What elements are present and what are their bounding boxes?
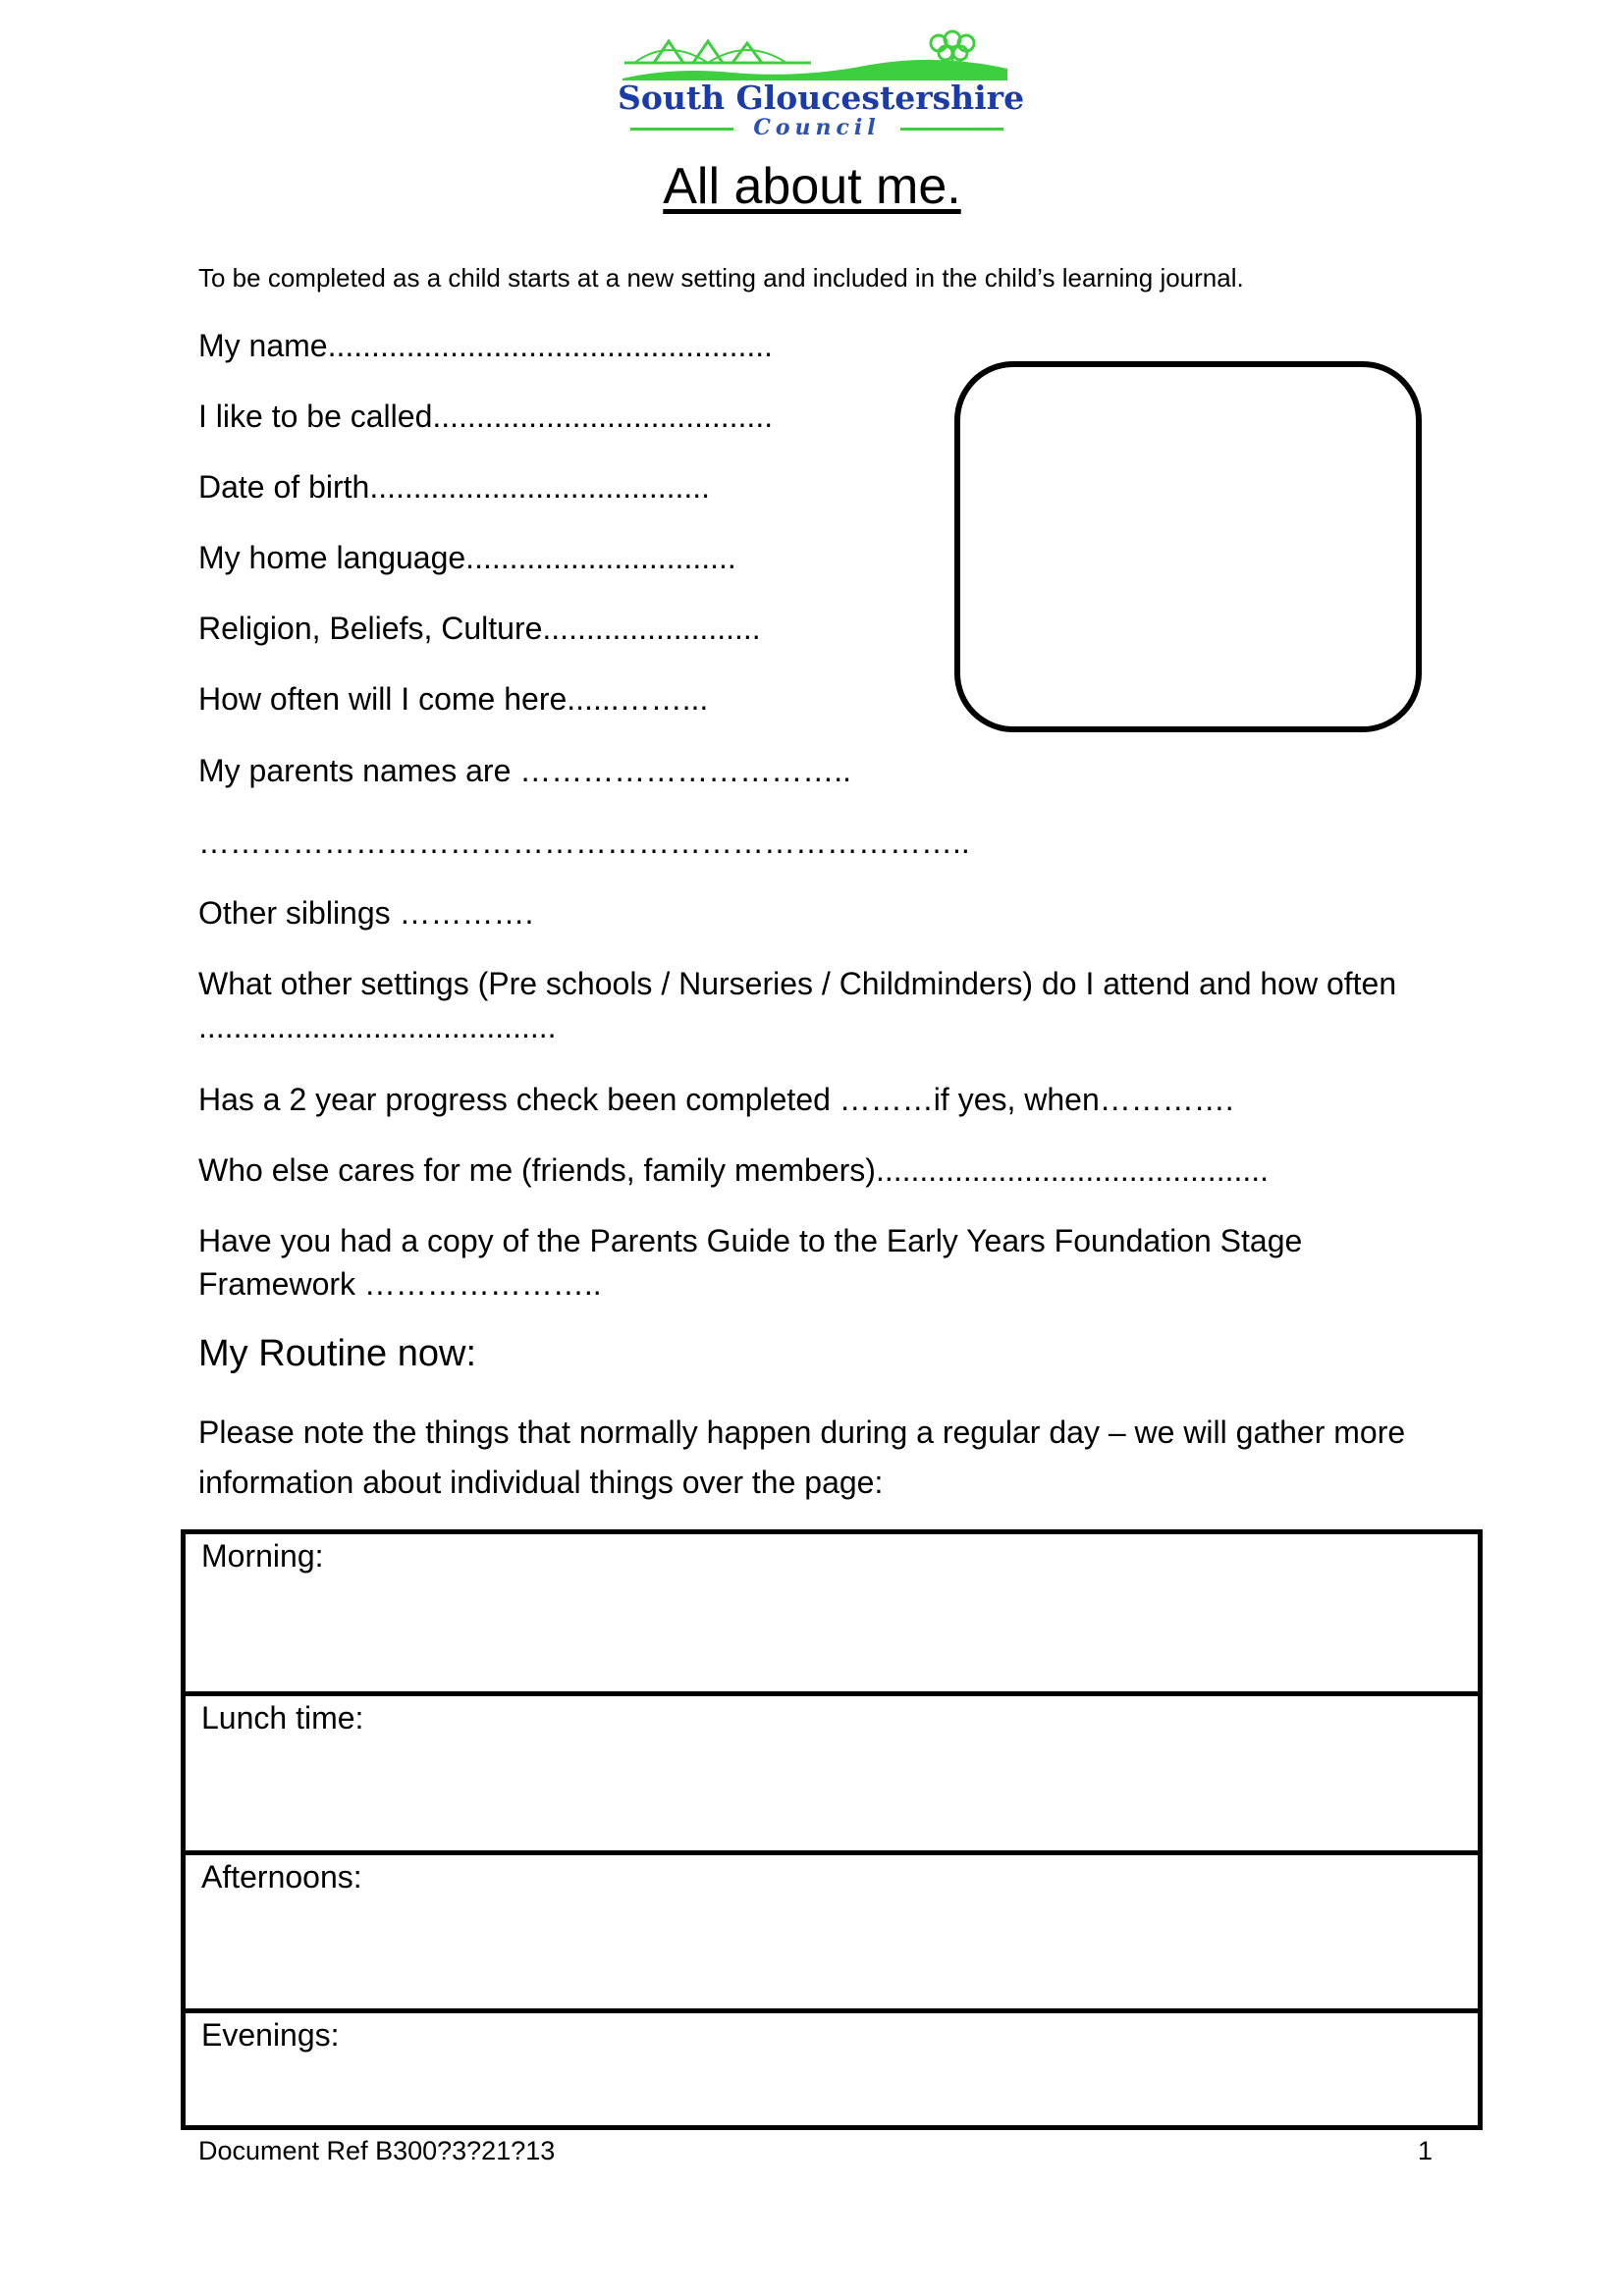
footer-page-number: 1 [1418, 2136, 1434, 2165]
field-other-settings[interactable]: What other settings (Pre schools / Nurseries / Childminders) do I attend and how often ......................................... [198, 966, 1397, 1044]
field-progress-check[interactable]: Has a 2 year progress check been completed ………if yes, when…………. [198, 1082, 1234, 1117]
bridge-hills-tree-icon [615, 29, 1017, 80]
field-parents-guide[interactable]: Have you had a copy of the Parents Guide to the Early Years Foundation Stage Framework ………………….. [198, 1223, 1303, 1302]
routine-heading: My Routine now: [198, 1333, 477, 1374]
routine-note: Please note the things that normally happen during a regular day – we will gather more information about individual things over the page: [198, 1415, 1406, 1500]
routine-row-morning[interactable] [186, 1534, 1478, 1691]
field-parents-names[interactable]: My parents names are ………………………….. [198, 753, 852, 788]
routine-label-lunch: Lunch time: [201, 1700, 364, 1735]
field-other-siblings[interactable]: Other siblings …………. [198, 895, 534, 931]
logo-divider-right [900, 128, 1003, 131]
page-title: All about me. [663, 158, 961, 215]
intro-text: To be completed as a child starts at a new setting and included in the child’s learning journal. [198, 263, 1244, 293]
field-preferred-name[interactable]: I like to be called....................................... [198, 399, 774, 434]
routine-row-afternoons[interactable] [186, 1850, 1478, 2008]
field-religion-beliefs-culture[interactable]: Religion, Beliefs, Culture......................... [198, 611, 761, 646]
routine-table [181, 1529, 1483, 2130]
logo-subtitle: Council [753, 115, 881, 140]
routine-label-evenings: Evenings: [201, 2017, 340, 2053]
logo-subtitle-row [630, 115, 1003, 142]
footer-document-ref: Document Ref B300?3?21?13 [198, 2136, 556, 2165]
field-other-carers[interactable]: Who else cares for me (friends, family members)............................................. [198, 1152, 1270, 1188]
logo-name: South Gloucestershire [618, 79, 1025, 117]
field-attendance-frequency[interactable]: How often will I come here......……... [198, 681, 709, 717]
routine-label-morning: Morning: [201, 1538, 324, 1574]
field-my-name[interactable]: My name................................................... [198, 328, 774, 363]
field-home-language[interactable]: My home language............................... [198, 540, 736, 575]
logo-divider-left [630, 128, 733, 131]
routine-row-evenings[interactable] [186, 2008, 1478, 2130]
routine-label-afternoons: Afternoons: [201, 1859, 362, 1895]
field-parents-names-continued[interactable]: ……………………………………………………………….. [198, 825, 970, 860]
council-logo [615, 29, 1025, 140]
routine-row-lunch[interactable] [186, 1691, 1478, 1850]
photo-box[interactable] [954, 361, 1422, 732]
field-date-of-birth[interactable]: Date of birth....................................... [198, 469, 711, 505]
